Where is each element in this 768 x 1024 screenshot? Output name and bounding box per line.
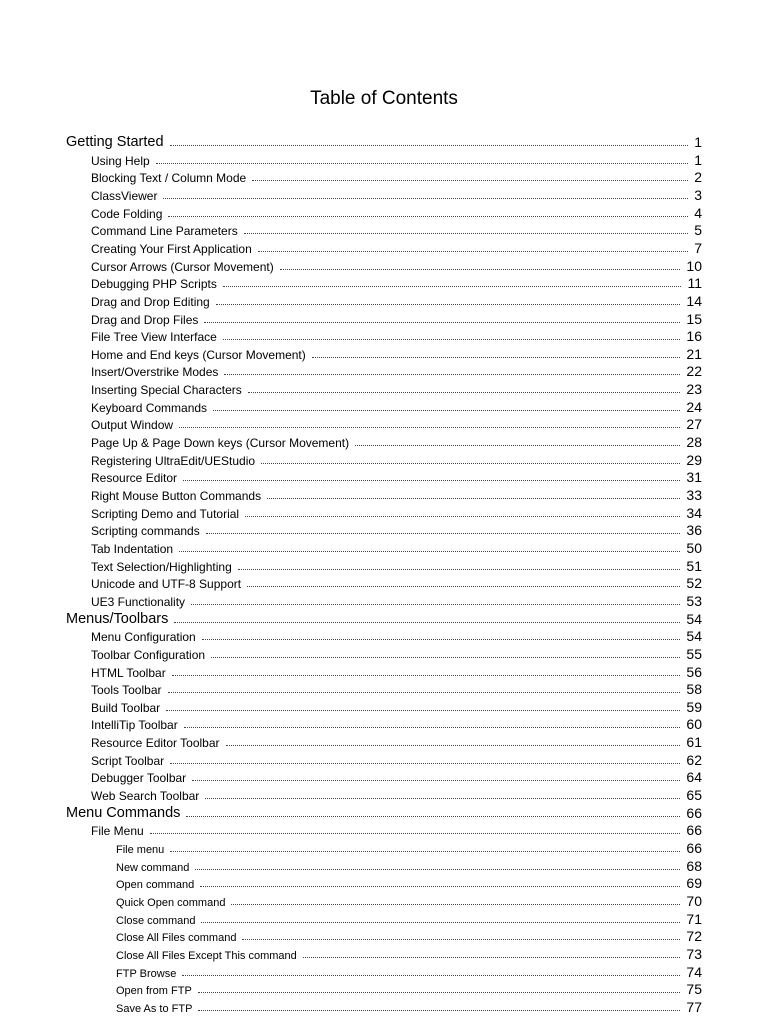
toc-subentry[interactable] bbox=[116, 999, 702, 1015]
toc-entry[interactable] bbox=[91, 363, 702, 379]
toc-subentry[interactable] bbox=[116, 875, 702, 891]
dot-leader bbox=[238, 569, 681, 570]
toc-entry[interactable] bbox=[91, 205, 702, 221]
toc-section[interactable] bbox=[66, 134, 702, 150]
toc-subentry[interactable] bbox=[116, 858, 702, 874]
toc-entry-label: Right Mouse Button Commands bbox=[91, 489, 262, 503]
toc-subentry[interactable] bbox=[116, 981, 702, 997]
toc-entry-label: ClassViewer bbox=[91, 188, 158, 203]
dot-leader bbox=[174, 622, 680, 623]
toc-entry[interactable] bbox=[91, 540, 702, 556]
toc-entry-label: Quick Open command bbox=[116, 896, 226, 909]
dot-leader bbox=[312, 357, 681, 358]
dot-leader bbox=[226, 745, 681, 746]
dot-leader bbox=[204, 322, 680, 323]
toc-entry-label: Drag and Drop Files bbox=[91, 312, 199, 327]
toc-page-number: 61 bbox=[686, 734, 702, 751]
toc-entry[interactable] bbox=[91, 593, 702, 609]
toc-entry[interactable] bbox=[91, 452, 702, 468]
toc-entry-label: Web Search Toolbar bbox=[91, 789, 200, 804]
toc-page-number: 22 bbox=[686, 363, 702, 380]
dot-leader bbox=[223, 286, 682, 287]
dot-leader bbox=[216, 304, 681, 305]
dot-leader bbox=[163, 198, 688, 199]
dot-leader bbox=[245, 516, 680, 517]
toc-page-number: 55 bbox=[686, 645, 702, 662]
toc-entry-label: FTP Browse bbox=[116, 967, 177, 980]
dot-leader bbox=[179, 551, 680, 552]
toc-entry-label: Scripting Demo and Tutorial bbox=[91, 506, 240, 521]
toc-entry[interactable] bbox=[91, 734, 702, 750]
toc-entry-label: Text Selection/Highlighting bbox=[91, 559, 232, 574]
toc-section[interactable] bbox=[66, 611, 702, 627]
toc-entry-label: Code Folding bbox=[91, 206, 163, 221]
dot-leader bbox=[156, 163, 689, 164]
dot-leader bbox=[224, 374, 680, 375]
toc-entry-label: File Tree View Interface bbox=[91, 330, 217, 345]
toc-page-number: 72 bbox=[686, 928, 702, 945]
toc-entry[interactable] bbox=[91, 381, 702, 397]
dot-leader bbox=[202, 639, 681, 640]
dot-leader bbox=[242, 939, 680, 940]
toc-entry[interactable] bbox=[91, 258, 702, 274]
toc-entry[interactable] bbox=[91, 293, 702, 309]
dot-leader bbox=[198, 1010, 680, 1011]
toc-entry[interactable] bbox=[91, 416, 702, 432]
toc-page-number: 51 bbox=[686, 557, 702, 574]
toc-entry-label: Output Window bbox=[91, 418, 174, 433]
toc-page-number: 10 bbox=[686, 257, 702, 274]
toc-page-number: 66 bbox=[686, 840, 702, 856]
toc-page-number: 66 bbox=[686, 822, 702, 839]
dot-leader bbox=[170, 851, 680, 852]
dot-leader bbox=[172, 675, 681, 676]
toc-entry-label: IntelliTip Toolbar bbox=[91, 718, 178, 733]
toc-page-number: 50 bbox=[686, 539, 702, 556]
toc-page-number: 75 bbox=[686, 981, 702, 998]
dot-leader bbox=[191, 604, 680, 605]
toc-page-number: 74 bbox=[686, 963, 702, 980]
toc-subentry[interactable] bbox=[116, 893, 702, 909]
toc-page-number: 70 bbox=[686, 892, 702, 909]
toc-entry-label: Open from FTP bbox=[116, 985, 192, 998]
toc-entry-label: New command bbox=[116, 861, 190, 874]
toc-page-number: 7 bbox=[694, 239, 702, 256]
toc-entry-label: Open command bbox=[116, 879, 195, 892]
toc-entry-label: Drag and Drop Editing bbox=[91, 294, 210, 309]
dot-leader bbox=[267, 498, 680, 499]
toc-entry[interactable] bbox=[91, 187, 702, 203]
dot-leader bbox=[303, 957, 681, 958]
toc-subentry[interactable] bbox=[116, 911, 702, 927]
toc-entry-label: Close command bbox=[116, 914, 196, 927]
toc-entry-label: Insert/Overstrike Modes bbox=[91, 365, 219, 380]
toc-page-number: 66 bbox=[686, 804, 702, 821]
toc-entry[interactable] bbox=[91, 399, 702, 415]
toc-page-number: 62 bbox=[686, 751, 702, 768]
dot-leader bbox=[223, 339, 681, 340]
dot-leader bbox=[213, 410, 680, 411]
toc-entry[interactable] bbox=[91, 522, 702, 538]
toc-page-number: 5 bbox=[694, 222, 702, 239]
toc-entry-label: Menus/Toolbars bbox=[66, 610, 169, 627]
toc-entry-label: Menu Commands bbox=[66, 804, 181, 821]
dot-leader bbox=[211, 657, 680, 658]
toc-entry-label: Save As to FTP bbox=[116, 1002, 193, 1015]
toc-page-number: 28 bbox=[686, 434, 702, 451]
toc-entry[interactable] bbox=[91, 664, 702, 680]
toc-entry-label: Build Toolbar bbox=[91, 700, 161, 715]
dot-leader bbox=[248, 392, 681, 393]
toc-entry-label: Keyboard Commands bbox=[91, 400, 208, 415]
dot-leader bbox=[258, 251, 688, 252]
toc-entry[interactable] bbox=[91, 328, 702, 344]
toc-page-number: 29 bbox=[686, 451, 702, 468]
toc-entry[interactable] bbox=[91, 240, 702, 256]
toc-entry-label: File menu bbox=[116, 844, 165, 856]
toc-entry[interactable] bbox=[91, 752, 702, 768]
toc-page-number: 71 bbox=[686, 910, 702, 927]
dot-leader bbox=[244, 233, 688, 234]
page-title: Table of Contents bbox=[310, 88, 458, 109]
toc-page-number: 3 bbox=[694, 186, 702, 203]
toc-entry-label: Cursor Arrows (Cursor Movement) bbox=[91, 259, 274, 274]
toc-entry[interactable] bbox=[91, 434, 702, 450]
toc-page-number: 54 bbox=[686, 628, 702, 645]
toc-entry-label: Tools Toolbar bbox=[91, 683, 162, 698]
toc-entry-label: Debugger Toolbar bbox=[91, 771, 187, 786]
toc-page-number: 54 bbox=[686, 610, 702, 627]
toc-page-number: 36 bbox=[686, 522, 702, 539]
toc-entry-label: Tab Indentation bbox=[91, 541, 174, 556]
toc-entry-label: Command Line Parameters bbox=[91, 224, 238, 239]
dot-leader bbox=[186, 816, 680, 817]
toc-page-number: 27 bbox=[686, 416, 702, 433]
toc-page-number: 15 bbox=[686, 310, 702, 327]
toc-subentry[interactable] bbox=[116, 946, 702, 962]
toc-page-number: 59 bbox=[686, 698, 702, 715]
toc-subentry[interactable] bbox=[116, 840, 702, 856]
dot-leader bbox=[355, 445, 680, 446]
dot-leader bbox=[182, 975, 680, 976]
toc-entry-label: Debugging PHP Scripts bbox=[91, 277, 217, 292]
dot-leader bbox=[252, 180, 688, 181]
toc-entry[interactable] bbox=[91, 169, 702, 185]
dot-leader bbox=[170, 145, 689, 146]
toc-page-number: 69 bbox=[686, 875, 702, 892]
toc-entry[interactable] bbox=[91, 699, 702, 715]
dot-leader bbox=[200, 886, 680, 887]
dot-leader bbox=[168, 216, 688, 217]
toc-page-number: 73 bbox=[686, 945, 702, 962]
toc-entry[interactable] bbox=[91, 275, 702, 291]
dot-leader bbox=[195, 869, 680, 870]
toc-page-number: 23 bbox=[686, 381, 702, 398]
toc-page-number: 4 bbox=[694, 204, 702, 221]
toc-entry-label: UE3 Functionality bbox=[91, 594, 186, 609]
dot-leader bbox=[247, 586, 680, 587]
toc-page-number: 56 bbox=[686, 663, 702, 680]
toc-page-number: 60 bbox=[686, 716, 702, 733]
toc-entry-label: Script Toolbar bbox=[91, 753, 165, 768]
toc-entry-label: Registering UltraEdit/UEStudio bbox=[91, 453, 256, 468]
dot-leader bbox=[192, 780, 680, 781]
toc-entry-label: Getting Started bbox=[66, 134, 164, 150]
toc-entry[interactable] bbox=[91, 505, 702, 521]
toc-page-number: 16 bbox=[686, 328, 702, 345]
toc-entry[interactable] bbox=[91, 346, 702, 362]
toc-entry-label: Scripting commands bbox=[91, 524, 200, 539]
toc-entry-label: Using Help bbox=[91, 153, 150, 168]
dot-leader bbox=[280, 269, 681, 270]
toc-entry[interactable] bbox=[91, 152, 702, 168]
toc-entry[interactable] bbox=[91, 822, 702, 838]
toc-entry[interactable] bbox=[91, 769, 702, 785]
toc-entry[interactable] bbox=[91, 681, 702, 697]
toc-entry-label: Blocking Text / Column Mode bbox=[91, 171, 247, 186]
toc-entry[interactable] bbox=[91, 787, 702, 803]
toc-entry-label: Resource Editor Toolbar bbox=[91, 736, 220, 751]
toc-entry-label: Unicode and UTF-8 Support bbox=[91, 577, 242, 592]
toc-entry[interactable] bbox=[91, 628, 702, 644]
toc-page-number: 14 bbox=[686, 292, 702, 309]
toc-subentry[interactable] bbox=[116, 964, 702, 980]
toc-page-number: 21 bbox=[686, 345, 702, 362]
toc-page-number: 11 bbox=[687, 275, 702, 292]
toc-entry-label: Menu Configuration bbox=[91, 630, 196, 645]
toc-entry[interactable] bbox=[91, 558, 702, 574]
toc-entry-label: Home and End keys (Cursor Movement) bbox=[91, 347, 306, 362]
toc-entry-label: File Menu bbox=[91, 824, 144, 839]
dot-leader bbox=[184, 727, 681, 728]
toc-entry[interactable] bbox=[91, 222, 702, 238]
dot-leader bbox=[206, 533, 681, 534]
toc-entry[interactable] bbox=[91, 469, 702, 485]
dot-leader bbox=[168, 692, 681, 693]
toc-entry[interactable] bbox=[91, 575, 702, 591]
toc-page-number: 52 bbox=[686, 575, 702, 592]
toc-page-number: 33 bbox=[686, 487, 702, 503]
toc-entry-label: Toolbar Configuration bbox=[91, 647, 206, 662]
toc-page-number: 58 bbox=[686, 681, 702, 698]
toc-subentry[interactable] bbox=[116, 928, 702, 944]
dot-leader bbox=[201, 922, 680, 923]
toc-page-number: 2 bbox=[694, 169, 702, 186]
dot-leader bbox=[261, 463, 680, 464]
dot-leader bbox=[150, 833, 681, 834]
toc-page-number: 1 bbox=[694, 134, 702, 150]
toc-page-number: 53 bbox=[686, 592, 702, 609]
toc-page-number: 64 bbox=[686, 769, 702, 786]
toc-page-number: 34 bbox=[686, 504, 702, 521]
toc-entry[interactable] bbox=[91, 311, 702, 327]
toc-entry[interactable] bbox=[91, 716, 702, 732]
toc-entry[interactable] bbox=[91, 487, 702, 503]
toc-page-number: 31 bbox=[686, 469, 702, 486]
toc-entry-label: Creating Your First Application bbox=[91, 241, 252, 256]
toc-entry-label: Close All Files Except This command bbox=[116, 949, 297, 962]
toc-page-number: 68 bbox=[686, 857, 702, 874]
dot-leader bbox=[205, 798, 680, 799]
toc-page-number: 24 bbox=[686, 398, 702, 415]
toc-entry-label: Close All Files command bbox=[116, 932, 237, 945]
toc-entry-label: HTML Toolbar bbox=[91, 665, 166, 680]
toc-section[interactable] bbox=[66, 805, 702, 821]
toc-page-number: 1 bbox=[694, 151, 702, 168]
toc-entry-label: Inserting Special Characters bbox=[91, 383, 242, 398]
dot-leader bbox=[170, 763, 680, 764]
toc-entry-label: Resource Editor bbox=[91, 471, 178, 486]
dot-leader bbox=[231, 904, 680, 905]
dot-leader bbox=[179, 427, 680, 428]
dot-leader bbox=[183, 480, 680, 481]
toc-entry[interactable] bbox=[91, 646, 702, 662]
dot-leader bbox=[166, 710, 680, 711]
toc-entry-label: Page Up & Page Down keys (Cursor Movement) bbox=[91, 436, 350, 451]
toc-page-number: 65 bbox=[686, 787, 702, 804]
toc-page-number: 77 bbox=[686, 998, 702, 1015]
dot-leader bbox=[198, 992, 681, 993]
